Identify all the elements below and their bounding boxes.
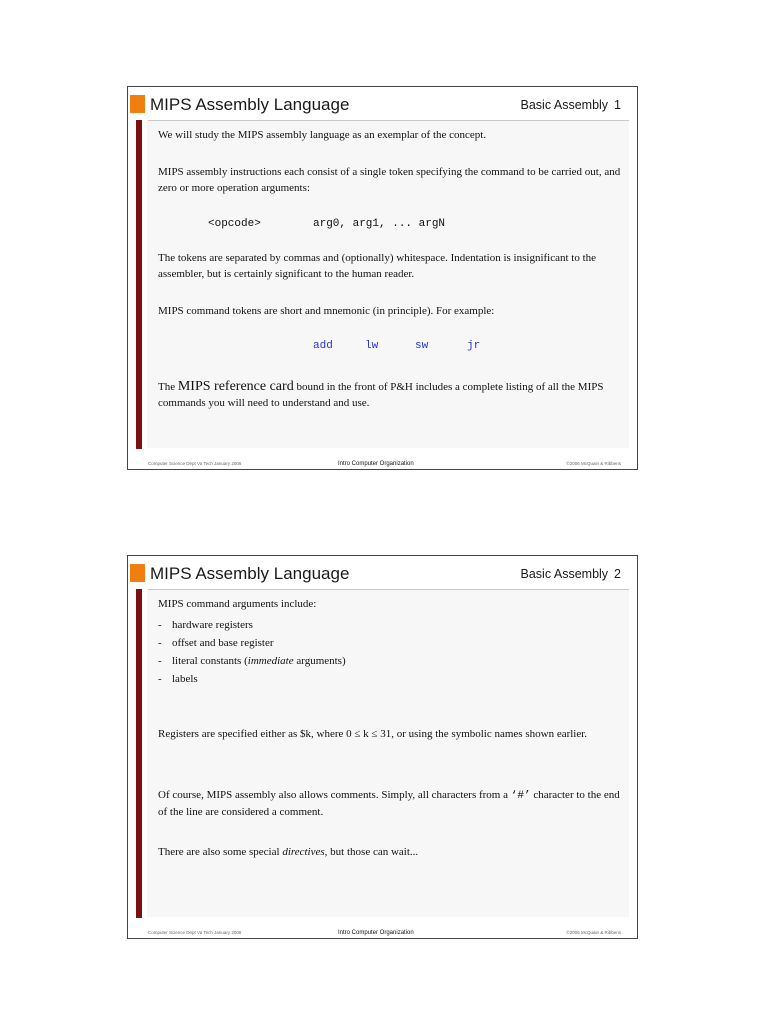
slide-section [521, 98, 621, 112]
ref-post: bound in the front of P&H includes a complete listing of all the MIPS commands you will need to understand and use. [158, 381, 604, 409]
paragraph-tokens: The tokens are separated by commas and (optionally) whitespace. Indentation is insignificant to the assembler, but is certainly significant to the human reader. [158, 252, 597, 280]
footer-left: Computer Science Dept Va Tech January 2006 [148, 461, 242, 466]
list-item: - hardware registers [158, 616, 346, 634]
ref-card-label: MIPS reference card [177, 379, 294, 394]
directives-pre: There are also some special [158, 846, 283, 858]
slide-number: 1 [614, 98, 621, 112]
mnemonic-add: add [313, 340, 333, 352]
argument-list [158, 616, 346, 688]
paragraph-intro: We will study the MIPS assembly language as an exemplar of the concept. [158, 129, 487, 141]
item-text: literal constants ( [172, 655, 248, 667]
slide-title: MIPS Assembly Language [150, 95, 350, 114]
paragraph-registers: Registers are specified either as $k, where 0 ≤ k ≤ 31, or using the symbolic names shown earlier. [158, 728, 588, 740]
ref-pre: The [158, 381, 178, 393]
section-label: Basic Assembly [520, 567, 609, 581]
footer-center: Intro Computer Organization [338, 461, 414, 467]
slide-2 [127, 555, 638, 939]
paragraph-directives [158, 844, 628, 860]
footer-right: ©2006 McQuain & Ribbens [566, 930, 621, 935]
slide-number: 2 [614, 567, 621, 581]
comment-char: ‘#’ [510, 790, 531, 802]
left-bar [136, 589, 142, 918]
directives-post: , but those can wait... [324, 846, 419, 858]
paragraph-instructions: MIPS assembly instructions each consist of a single token specifying the command to be carried out, and zero or more operation arguments: [158, 166, 621, 194]
code-opcode: <opcode> [208, 218, 261, 230]
mnemonic-jr: jr [467, 340, 481, 352]
section-label: Basic Assembly [520, 98, 609, 112]
paragraph-mnemonics: MIPS command tokens are short and mnemonic (in principle). For example: [158, 305, 495, 317]
item-text-post: arguments) [293, 655, 346, 667]
title-accent-square [130, 564, 145, 582]
slide-1 [127, 86, 638, 470]
mnemonic-sw: sw [415, 340, 429, 352]
left-bar [136, 120, 142, 449]
paragraph-comments [158, 787, 628, 820]
list-item: - labels [158, 670, 346, 688]
comments-post: character to the end of the line are considered a comment. [158, 789, 620, 818]
footer-left: Computer Science Dept Va Tech January 2006 [148, 930, 242, 935]
paragraph-reference-card [158, 379, 628, 411]
slide-section [521, 567, 621, 581]
code-args: arg0, arg1, ... argN [313, 218, 446, 230]
slide-title: MIPS Assembly Language [150, 564, 350, 583]
directives-emphasis: directives [282, 846, 325, 858]
footer-center: Intro Computer Organization [338, 930, 414, 936]
comments-pre: Of course, MIPS assembly also allows comments. Simply, all characters from a [158, 789, 511, 801]
list-item: - offset and base register [158, 634, 346, 652]
title-accent-square [130, 95, 145, 113]
item-emphasis: immediate [247, 655, 294, 667]
paragraph-arguments-intro: MIPS command arguments include: [158, 598, 317, 610]
list-item [158, 652, 346, 670]
footer-right: ©2006 McQuain & Ribbens [566, 461, 621, 466]
mnemonic-lw: lw [365, 340, 379, 352]
